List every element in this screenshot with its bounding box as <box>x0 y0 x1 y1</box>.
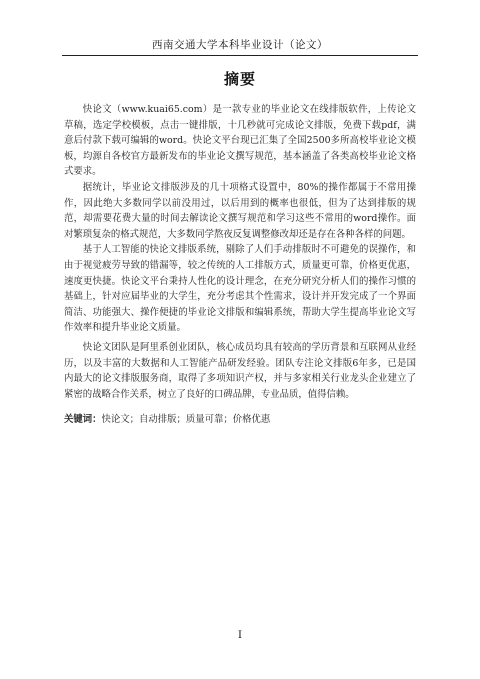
abstract-paragraph-4: 快论文团队是阿里系创业团队，核心成员均具有较高的学历背景和互联网从业经历，以及丰富的大数据和人工智能产品研发经验。团队专注论文排版6年多，已是国内最大的论文排版服务商，取得了多项知识产权，并与多家相关行业龙头企业建立了紧密的战略合作关系，树立了良好的口碑品牌，专业品质，值得信赖。 <box>64 341 416 400</box>
abstract-body <box>64 102 416 428</box>
running-header-title: 西南交通大学本科毕业设计（论文） <box>152 39 328 51</box>
keywords-line <box>64 412 416 428</box>
abstract-paragraph-3: 基于人工智能的快论文排版系统，剔除了人们手动排版时不可避免的误操作，和由于视觉疲劳导致的错漏等，较之传统的人工排版方式，质量更可靠，价格更优惠，速度更快捷。快论文平台秉持人性化的设计理念，在充分研究分析人们的操作习惯的基础上，针对应届毕业的大学生，充分考虑其个性需求，设计并开发完成了一个界面简洁、功能强大、操作便捷的毕业论文排版和编辑系统，帮助大学生提高毕业论文写作效率和提升毕业论文质量。 <box>64 244 416 334</box>
keywords-list: 快论文；自动排版；质量可靠；价格优惠 <box>101 414 271 426</box>
keywords-label: 关键词： <box>64 414 102 426</box>
page-number: I <box>238 630 242 641</box>
abstract-title: 摘要 <box>223 70 256 88</box>
abstract-paragraph-1: 快论文（www.kuai65.com）是一款专业的毕业论文在线排版软件，上传论文草稿，选定学校模板，点击一键排版，十几秒就可完成论文排版，免费下载pdf，满意后付款下载可编辑的word。快论文平台现已汇集了全国2500多所高校毕业论文模板，均源自各校官方最新发布的毕业论文撰写规范，基本涵盖了各类高校毕业论文格式要求。 <box>64 104 416 178</box>
abstract-paragraph-2: 据统计，毕业论文排版涉及的几十项格式设置中，80%的操作都属于不常用操作，因此绝大多数同学以前没用过，以后用到的概率也很低，但为了达到排版的规范，却需要花费大量的时间去解读论文撰写规范和学习这些不常用的word操作。面对繁琐复杂的格式规范，大多数同学熬夜反复调整修改却还是存在各种各样的问题。 <box>64 181 416 240</box>
header-divider <box>62 55 418 56</box>
